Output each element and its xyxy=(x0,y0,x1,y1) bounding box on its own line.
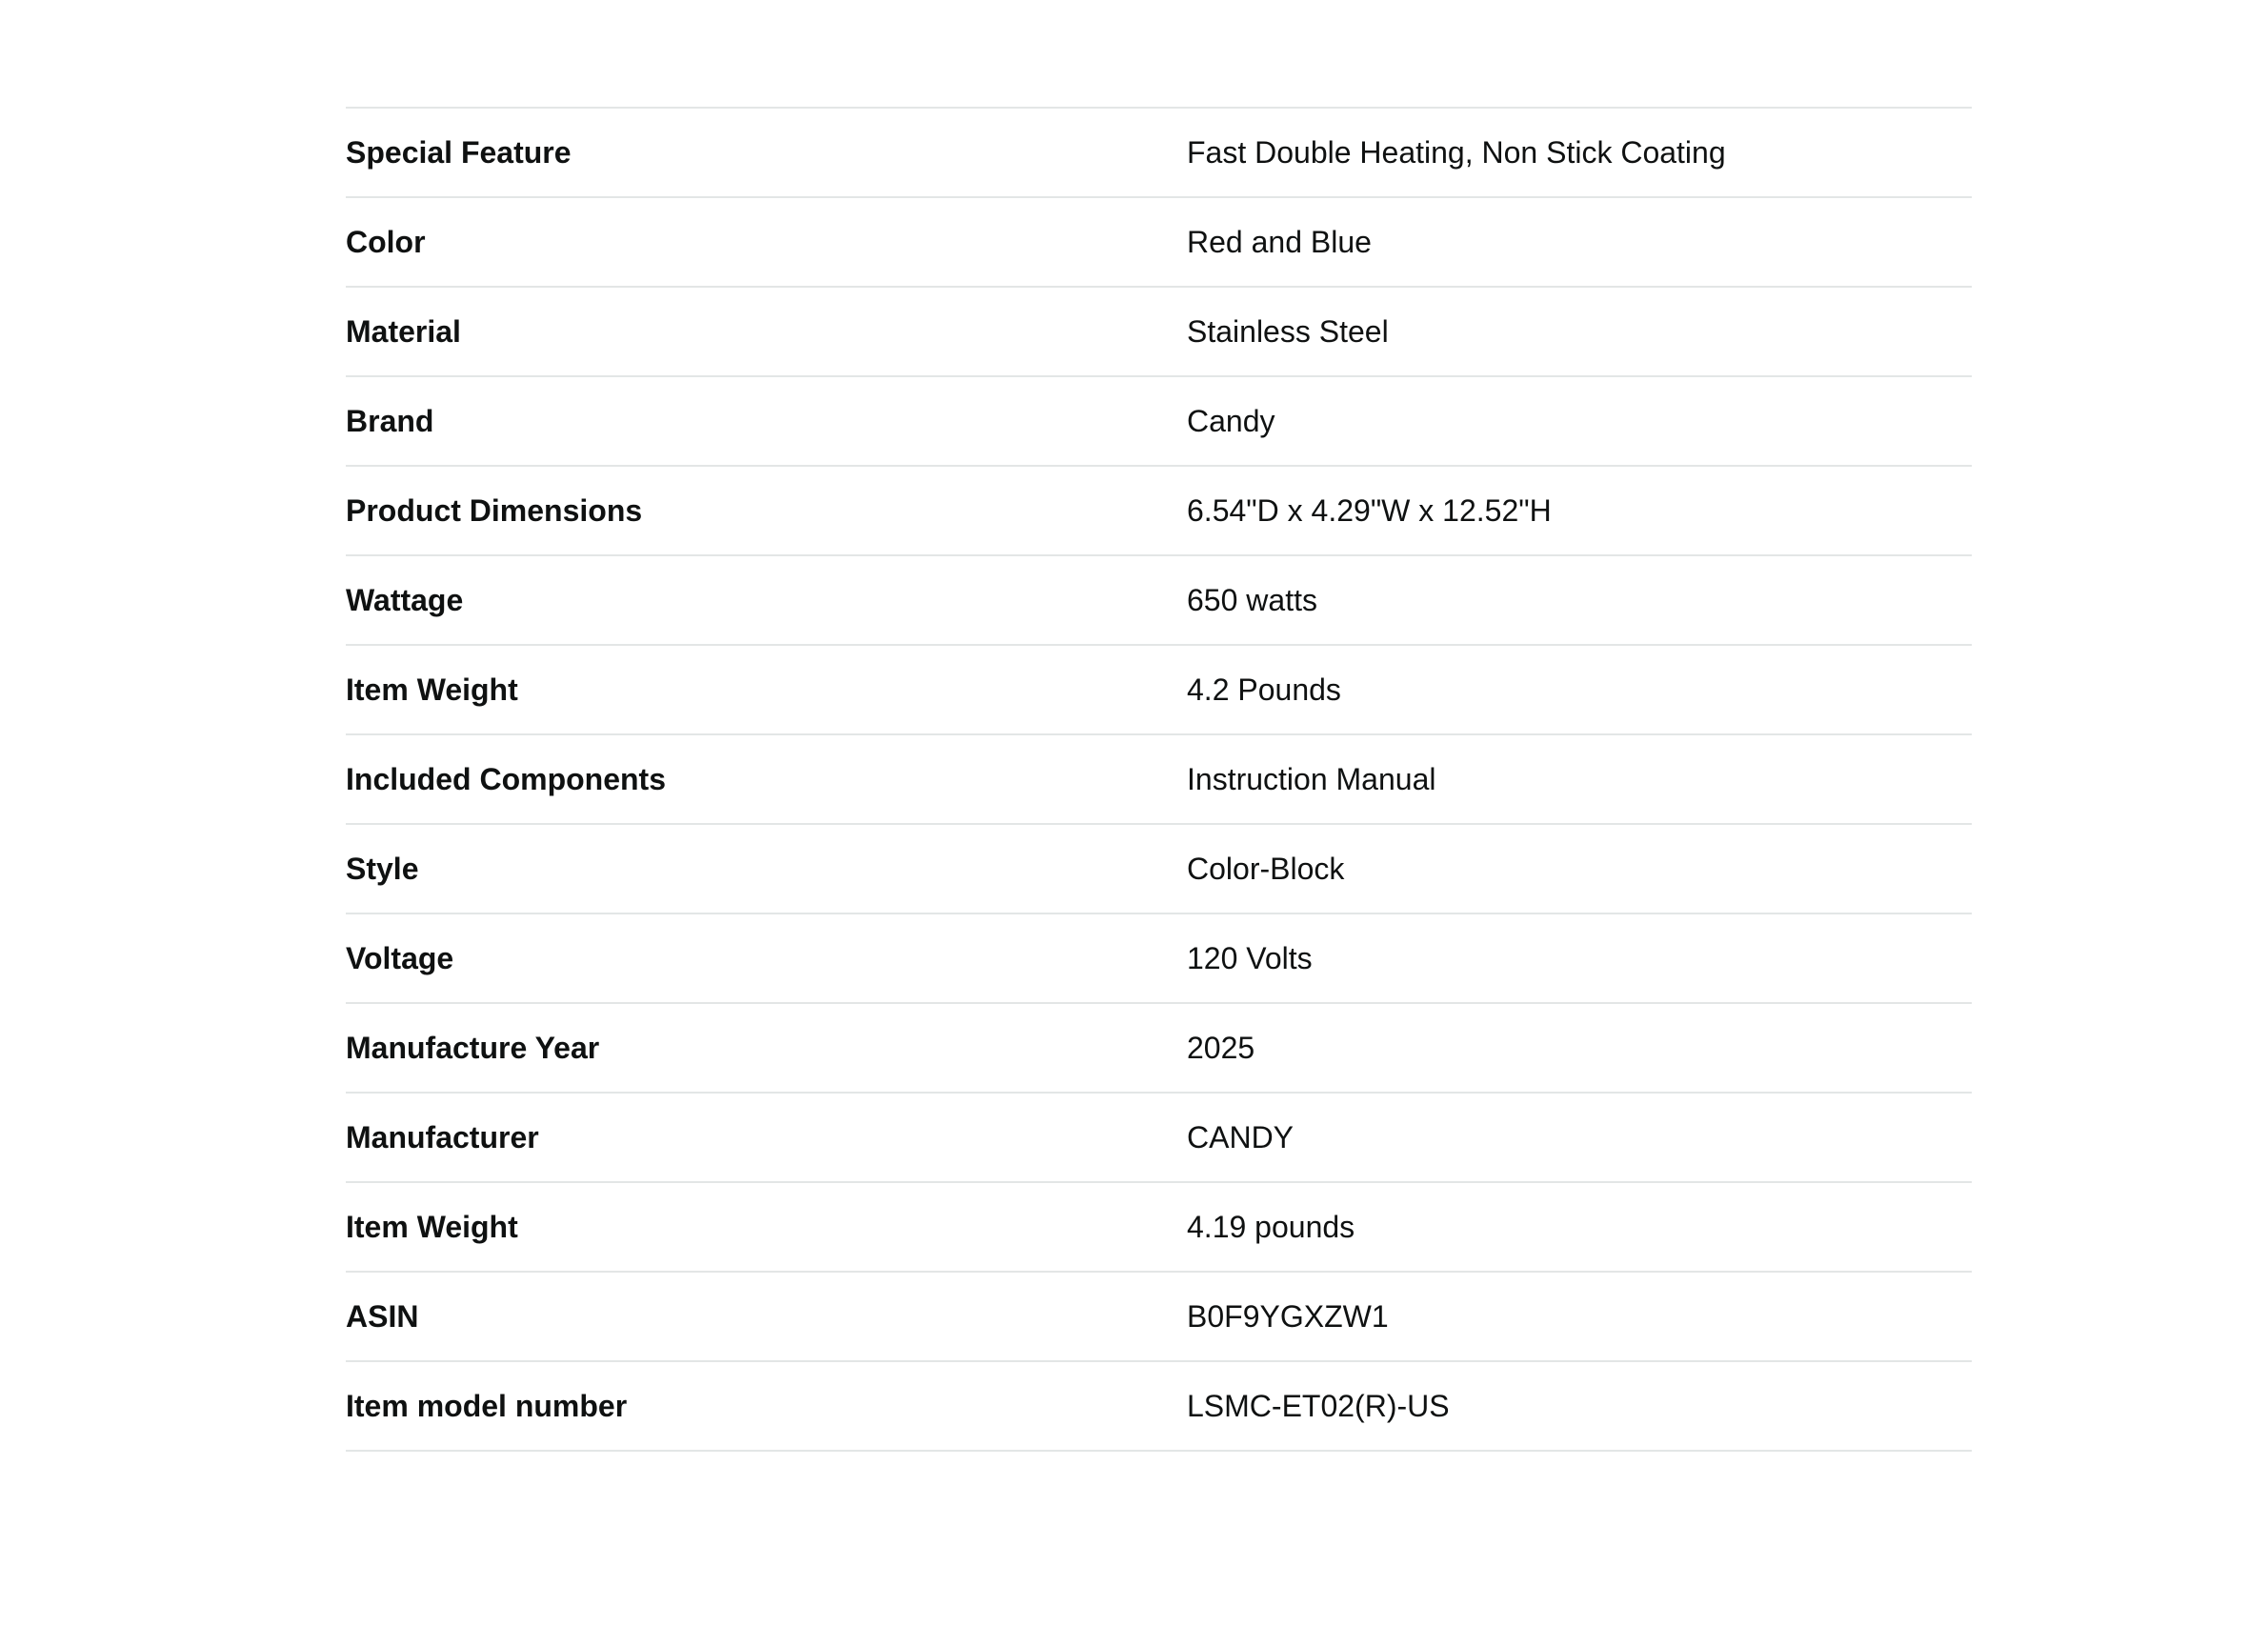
spec-value: LSMC-ET02(R)-US xyxy=(1187,1388,1450,1423)
spec-label: Style xyxy=(346,851,419,886)
spec-value: B0F9YGXZW1 xyxy=(1187,1298,1389,1334)
spec-table-body xyxy=(346,108,1972,1451)
spec-label: Manufacturer xyxy=(346,1119,539,1154)
spec-value: 6.54"D x 4.29"W x 12.52"H xyxy=(1187,492,1552,528)
spec-row-special-feature xyxy=(346,108,1972,197)
spec-row-brand xyxy=(346,376,1972,466)
spec-row-manufacturer xyxy=(346,1093,1972,1182)
spec-label: Included Components xyxy=(346,761,666,796)
spec-label: Item model number xyxy=(346,1388,628,1423)
spec-label: Manufacture Year xyxy=(346,1030,600,1065)
spec-value: Instruction Manual xyxy=(1187,761,1436,796)
spec-row-manufacture-year xyxy=(346,1003,1972,1093)
spec-row-voltage xyxy=(346,913,1972,1003)
spec-value: 120 Volts xyxy=(1187,940,1313,975)
spec-row-included-components xyxy=(346,734,1972,824)
spec-value: 4.19 pounds xyxy=(1187,1209,1355,1244)
product-specifications-table xyxy=(346,107,1972,1452)
spec-row-item-weight xyxy=(346,645,1972,734)
spec-label: Brand xyxy=(346,403,434,438)
spec-label: Wattage xyxy=(346,582,464,617)
spec-label: Voltage xyxy=(346,940,454,975)
spec-row-asin xyxy=(346,1272,1972,1361)
spec-row-material xyxy=(346,287,1972,376)
spec-label: ASIN xyxy=(346,1298,419,1334)
spec-label: Product Dimensions xyxy=(346,492,643,528)
spec-value: Fast Double Heating, Non Stick Coating xyxy=(1187,134,1726,170)
spec-row-style xyxy=(346,824,1972,913)
spec-row-item-weight-pounds xyxy=(346,1182,1972,1272)
spec-label: Color xyxy=(346,224,426,259)
spec-value: Stainless Steel xyxy=(1187,313,1389,349)
spec-row-color xyxy=(346,197,1972,287)
spec-row-product-dimensions xyxy=(346,466,1972,555)
spec-row-item-model-number xyxy=(346,1361,1972,1451)
spec-row-wattage xyxy=(346,555,1972,645)
spec-value: 650 watts xyxy=(1187,582,1317,617)
spec-value: 2025 xyxy=(1187,1030,1255,1065)
spec-value: Red and Blue xyxy=(1187,224,1372,259)
spec-label: Special Feature xyxy=(346,134,572,170)
spec-value: 4.2 Pounds xyxy=(1187,672,1341,707)
spec-value: CANDY xyxy=(1187,1119,1295,1154)
spec-value: Candy xyxy=(1187,403,1275,438)
spec-label: Item Weight xyxy=(346,1209,518,1244)
spec-label: Item Weight xyxy=(346,672,518,707)
spec-value: Color-Block xyxy=(1187,851,1345,886)
spec-label: Material xyxy=(346,313,461,349)
